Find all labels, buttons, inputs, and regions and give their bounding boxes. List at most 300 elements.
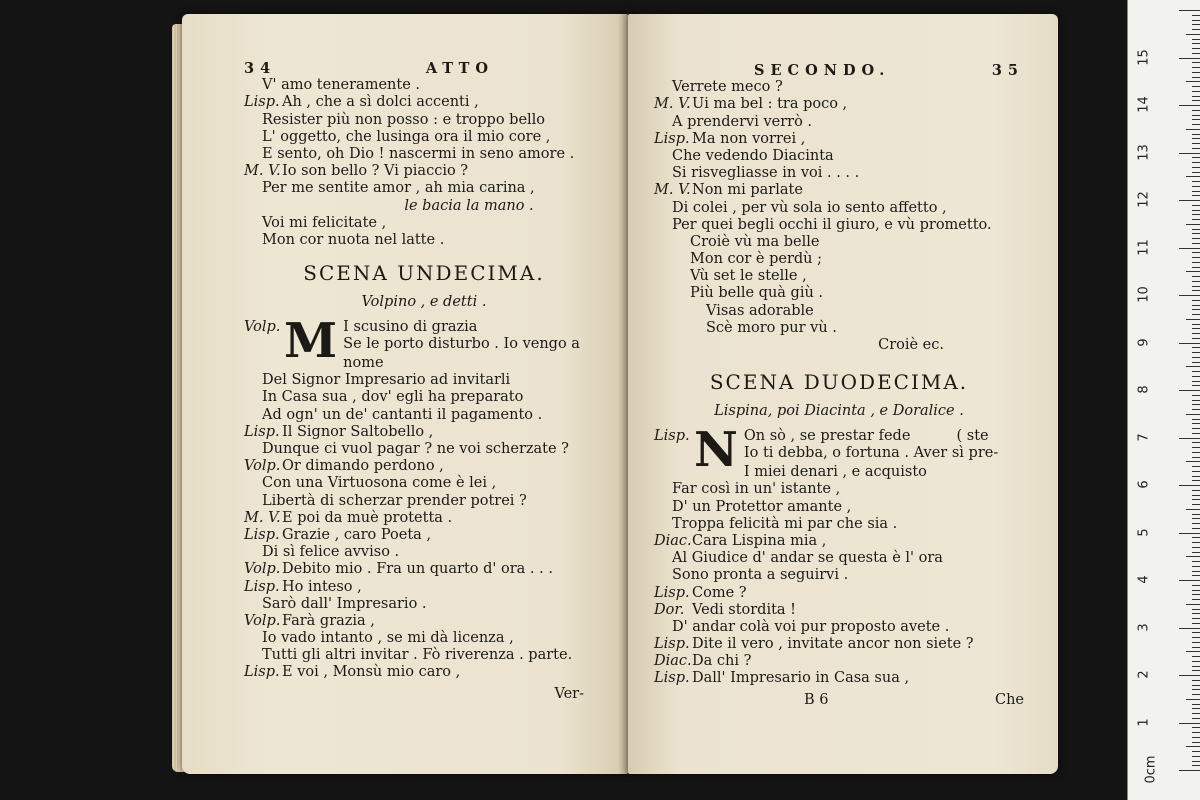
speaker: Lisp. [244,94,280,111]
ruler-tick [1192,352,1200,353]
ruler-tick [1192,452,1200,453]
ruler-tick [1192,357,1200,358]
ruler-tick [1186,699,1200,700]
line-text: Di sì felice avviso . [262,544,400,561]
ruler-tick [1186,271,1200,272]
verse-line [654,567,1024,584]
ruler-tick [1179,10,1200,11]
line-text: Da chi ? [692,653,752,670]
ruler-tick [1192,267,1200,268]
ruler-tick [1186,34,1200,35]
verse-line [244,561,604,578]
line-text: Io vado intanto , se mi dà licenza , [262,630,514,647]
ruler-tick [1192,300,1200,301]
catchword: Ver- [554,685,584,702]
ruler-tick [1192,62,1200,63]
verse-line [654,320,1024,337]
line-text: Mon cor è perdù ; [690,251,823,268]
ruler-tick [1192,518,1200,519]
ruler-tick [1186,176,1200,177]
line-text: A prendervi verrò . [672,113,813,130]
ruler-tick [1192,252,1200,253]
ruler-tick [1192,523,1200,524]
ruler-tick [1192,338,1200,339]
ruler-tick [1192,623,1200,624]
line-text: Vedi stordita ! [692,601,797,618]
ruler-tick [1192,257,1200,258]
ruler-tick [1192,547,1200,548]
line-text: Ad ogn' un de' cantanti il pagamento . [262,406,543,423]
speaker: M. V. [654,182,691,199]
verse-line [244,112,604,129]
ruler-tick [1192,727,1200,728]
ruler-tick [1192,537,1200,538]
ruler-tick [1192,167,1200,168]
ruler-number: 1 [1136,717,1152,727]
ruler-tick [1192,385,1200,386]
ruler-tick [1179,675,1200,676]
ruler-tick [1192,96,1200,97]
ruler-tick [1192,689,1200,690]
line-text: Il Signor Saltobello , [282,423,434,440]
line-text: I miei denari , e acquisto [743,464,927,481]
ruler-tick [1192,466,1200,467]
ruler-tick [1192,718,1200,719]
left-page [182,14,628,774]
ruler-tick [1192,419,1200,420]
ruler-tick [1192,157,1200,158]
ruler-tick [1192,756,1200,757]
verse-line [244,180,604,197]
speaker: Volp. [244,561,281,578]
ruler-number: 6 [1136,480,1152,489]
ruler-number: 4 [1136,575,1152,584]
verse-line [654,251,1024,268]
line-text: Farà grazia , [282,612,375,629]
ruler-tick [1192,637,1200,638]
line-text: Di colei , per vù sola io sento affetto , [672,199,947,216]
ruler-number: 5 [1136,527,1152,537]
ruler-tick [1192,243,1200,244]
ruler-tick [1192,476,1200,477]
verse-line [244,458,604,475]
ruler-tick [1192,195,1200,196]
scene-title: SCENA UNDECIMA. [303,261,545,286]
ruler-tick [1192,371,1200,372]
ruler-tick [1192,229,1200,230]
ruler-tick [1192,613,1200,614]
measurement-ruler [1127,0,1200,800]
left-lines-mid [244,215,604,249]
speaker: M. V. [244,509,281,526]
ruler-tick [1192,205,1200,206]
verse-line [244,596,604,613]
verse-line [244,146,604,163]
ruler-tick [1192,433,1200,434]
ruler-tick [1192,53,1200,54]
verse-line [654,79,1024,96]
verse-line [244,579,604,596]
ruler-tick [1192,172,1200,173]
ruler-number: 12 [1136,191,1152,208]
line-text: Del Signor Impresario ad invitarli [262,372,511,389]
line-text: D' un Protettor amante , [672,498,852,515]
verse-line [654,148,1024,165]
ruler-tick [1192,138,1200,139]
speaker: M. V. [244,163,281,180]
ruler-tick [1179,580,1200,581]
ruler-tick [1179,770,1200,771]
verse-line [654,268,1024,285]
scene-cast: Volpino , e detti . [361,294,487,311]
verse-line [654,499,1024,516]
line-text: Mon cor nuota nel latte . [262,231,445,248]
ruler-tick [1192,542,1200,543]
verse-line [654,217,1024,234]
line-text: Non mi parlate [692,182,803,199]
line-text: Verrete meco ? [672,79,783,96]
line-text: Resister più non posso : e troppo bello [262,111,546,128]
ruler-tick [1192,286,1200,287]
line-text: Come ? [692,584,747,601]
left-running-title: ATTO [425,60,494,77]
ruler-tick [1192,67,1200,68]
verse-line [244,544,604,561]
ruler-tick [1179,153,1200,154]
ruler-tick [1192,290,1200,291]
speaker: Diac. [654,653,692,670]
ruler-tick [1192,238,1200,239]
ruler-number: 11 [1136,238,1152,256]
verse-line [654,550,1024,567]
ruler-tick [1192,233,1200,234]
speaker: Lisp. [244,423,280,440]
ruler-tick [1186,746,1200,747]
ruler-tick [1186,81,1200,82]
verse-line [244,664,604,681]
verse-line [244,630,604,647]
verse-line [654,533,1024,550]
line-text: Far così in un' istante , [672,481,841,498]
ruler-tick [1192,599,1200,600]
speaker: Lisp. [244,526,280,543]
verse-line: On sò , se prestar fede ( ste [743,428,989,445]
line-text: E voi , Monsù mio caro , [282,664,461,681]
ruler-tick [1192,656,1200,657]
speaker: Dor. [654,601,685,618]
ruler-tick [1192,499,1200,500]
ruler-tick [1192,765,1200,766]
ruler-tick [1192,15,1200,16]
ruler-tick [1192,100,1200,101]
ruler-tick [1192,404,1200,405]
ruler-tick [1192,148,1200,149]
ruler-tick [1192,86,1200,87]
ruler-tick [1192,324,1200,325]
ruler-tick [1192,134,1200,135]
verse-line [244,372,604,389]
verse-line [244,493,604,510]
ruler-number: 3 [1136,622,1152,632]
ruler-tick [1192,43,1200,44]
line-text: Libertà di scherzar prender potrei ? [262,492,527,509]
ruler-tick [1192,737,1200,738]
verse-line [244,441,604,458]
ruler-tick [1192,571,1200,572]
verse-line [244,129,604,146]
ruler-tick [1179,533,1200,534]
ruler-tick [1192,347,1200,348]
ruler-tick [1192,362,1200,363]
ruler-tick [1192,309,1200,310]
verse-line [244,647,604,664]
line-text: L' oggetto, che lusinga ora il mio core , [262,128,551,145]
ruler-tick [1192,761,1200,762]
line-text: Dall' Impresario in Casa sua , [692,670,910,687]
line-text: Ma non vorrei , [692,130,806,147]
ruler-tick [1179,200,1200,201]
right-lines-bottom [654,464,1024,687]
left-lines-bottom [244,355,604,682]
ruler-tick [1192,457,1200,458]
ruler-tick [1186,319,1200,320]
verse-line [244,613,604,630]
ruler-tick [1192,376,1200,377]
ruler-number: 7 [1136,432,1152,442]
ruler-tick [1179,248,1200,249]
ruler-tick [1186,224,1200,225]
ruler-number: 13 [1136,143,1152,161]
ruler-tick [1192,39,1200,40]
right-page-number: 35 [991,62,1024,79]
open-book [172,14,1062,784]
ruler-tick [1192,442,1200,443]
ruler-tick [1192,395,1200,396]
line-text: Tutti gli altri invitar . Fò riverenza . parte. [262,647,573,664]
ruler-tick [1192,91,1200,92]
ruler-tick [1192,670,1200,671]
ruler-tick [1192,680,1200,681]
ruler-tick [1192,685,1200,686]
verse-line [654,96,1024,113]
refrain: Croiè ec. [878,337,944,353]
scene-title: SCENA DUODECIMA. [709,370,969,395]
ruler-tick [1179,105,1200,106]
line-text: Con una Virtuosona come è lei , [262,475,497,492]
ruler-tick [1192,162,1200,163]
line-text: Debito mio . Fra un quarto d' ora . . . [282,561,553,578]
ruler-tick [1192,186,1200,187]
ruler-tick [1192,20,1200,21]
line-text: Or dimando perdono , [282,458,444,475]
verse-line [654,285,1024,302]
ruler-tick [1192,704,1200,705]
line-text: Per me sentite amor , ah mia carina , [262,180,535,197]
ruler-tick [1179,628,1200,629]
verse-line [654,619,1024,636]
ruler-tick [1192,666,1200,667]
line-text: Io son bello ? Vi piaccio ? [282,163,469,180]
ruler-tick [1192,471,1200,472]
ruler-tick [1179,295,1200,296]
ruler-number: 2 [1136,670,1152,679]
line-text: Visas adorable [706,302,814,319]
ruler-tick [1192,181,1200,182]
verse-line [244,163,604,180]
signature-mark: B 6 [804,691,829,708]
verse-line [654,670,1024,687]
verse-line [654,653,1024,670]
ruler-tick [1192,333,1200,334]
line-text: Dite il vero , invitate ancor non siete ? [692,636,974,653]
speaker: Diac. [654,532,692,549]
ruler-tick [1192,647,1200,648]
ruler-tick [1192,262,1200,263]
ruler-tick [1192,314,1200,315]
ruler-tick [1192,514,1200,515]
line-text: Per quei begli occhi il giuro, e vù prometto. [672,216,992,233]
drop-cap: N [694,422,738,479]
line-text: Che vedendo Diacinta [672,147,834,164]
verse-line: Io ti debba, o fortuna . Aver sì pre- [743,445,999,462]
left-lines-top [244,77,604,197]
verse-line [654,602,1024,619]
line-text: Ui ma bel : tra poco , [692,96,848,113]
ruler-tick [1186,129,1200,130]
ruler-tick [1192,281,1200,282]
line-text: Più belle quà giù . [690,285,824,302]
verse-line [244,510,604,527]
ruler-tick [1186,556,1200,557]
ruler-tick [1192,713,1200,714]
line-text: nome [343,355,384,372]
ruler-number: 14 [1136,96,1152,113]
ruler-tick [1186,414,1200,415]
ruler-tick [1192,632,1200,633]
verse-line [244,407,604,424]
verse-line [244,424,604,441]
ruler-tick [1192,609,1200,610]
ruler-tick [1186,366,1200,367]
ruler-tick [1192,328,1200,329]
line-text: Dunque ci vuol pagar ? ne voi scherzate ? [262,441,569,457]
verse-line [244,215,604,232]
ruler-tick [1192,143,1200,144]
ruler-tick [1186,509,1200,510]
ruler-tick [1192,585,1200,586]
ruler-tick [1192,694,1200,695]
ruler-tick [1192,381,1200,382]
verse-line [654,481,1024,498]
line-text: Voi mi felicitate , [262,214,387,231]
line-text: Croiè vù ma belle [690,233,820,250]
stage-direction: le bacia la mano . [404,197,534,214]
ruler-tick [1179,390,1200,391]
speaker: Lisp. [654,670,690,687]
speaker: Lisp. [654,130,690,147]
right-running-title: SECONDO. [754,62,891,79]
ruler-tick [1192,24,1200,25]
verse-line [654,585,1024,602]
ruler-tick [1192,423,1200,424]
ruler-tick [1192,77,1200,78]
ruler-tick [1192,618,1200,619]
ruler-tick [1192,305,1200,306]
ruler-tick [1186,604,1200,605]
ruler-tick [1192,561,1200,562]
right-lines-top [654,79,1024,337]
speaker: Volp. [244,458,281,475]
line-text: Troppa felicità mi par che sia . [672,515,898,532]
ruler-tick [1192,72,1200,73]
ruler-tick [1192,528,1200,529]
verse-line [244,475,604,492]
verse-line: I scusino di grazia [343,319,478,336]
line-text: Sono pronta a seguirvi . [672,567,849,584]
verse-line [654,131,1024,148]
ruler-number: 9 [1136,337,1152,347]
line-text: Ho inteso , [282,578,362,595]
speaker: Lisp. [244,664,280,681]
ruler-tick [1179,58,1200,59]
ruler-tick [1192,642,1200,643]
ruler-tick [1192,191,1200,192]
verse-line [654,114,1024,131]
ruler-tick [1192,124,1200,125]
ruler-tick [1192,708,1200,709]
verse-line [244,77,604,94]
ruler-tick [1192,428,1200,429]
ruler-tick [1192,29,1200,30]
line-text: V' amo teneramente . [262,77,420,94]
ruler-tick [1192,751,1200,752]
verse-line [654,516,1024,533]
ruler-tick [1192,566,1200,567]
line-text: E poi da muè protetta . [282,509,453,526]
verse-line [654,200,1024,217]
ruler-tick [1192,48,1200,49]
ruler-tick [1192,480,1200,481]
ruler-tick [1179,723,1200,724]
ruler-tick [1192,495,1200,496]
speaker: Lisp. [654,428,690,445]
verse-line [654,165,1024,182]
ruler-tick [1192,400,1200,401]
ruler-tick [1192,219,1200,220]
right-running-head [654,62,1024,79]
page-footer [654,692,1024,709]
scene-cast: Lispina, poi Diacinta , e Doralice . [714,403,964,420]
ruler-tick [1192,447,1200,448]
verse-line [244,527,604,544]
ruler-tick [1192,590,1200,591]
ruler-tick [1192,575,1200,576]
speaker: Lisp. [244,578,280,595]
ruler-tick [1192,732,1200,733]
left-page-number: 34 [244,60,277,77]
speaker: Volp. [244,319,281,336]
line-text: Cara Lispina mia , [692,532,827,549]
ruler-tick [1179,343,1200,344]
verse-line [654,182,1024,199]
verse-line [244,389,604,406]
ruler-tick [1192,409,1200,410]
ruler-tick [1192,119,1200,120]
verse-line [244,232,604,249]
ruler-tick [1179,485,1200,486]
line-text: Scè moro pur vù . [706,319,837,336]
line-text: Grazie , caro Poeta , [282,526,432,543]
